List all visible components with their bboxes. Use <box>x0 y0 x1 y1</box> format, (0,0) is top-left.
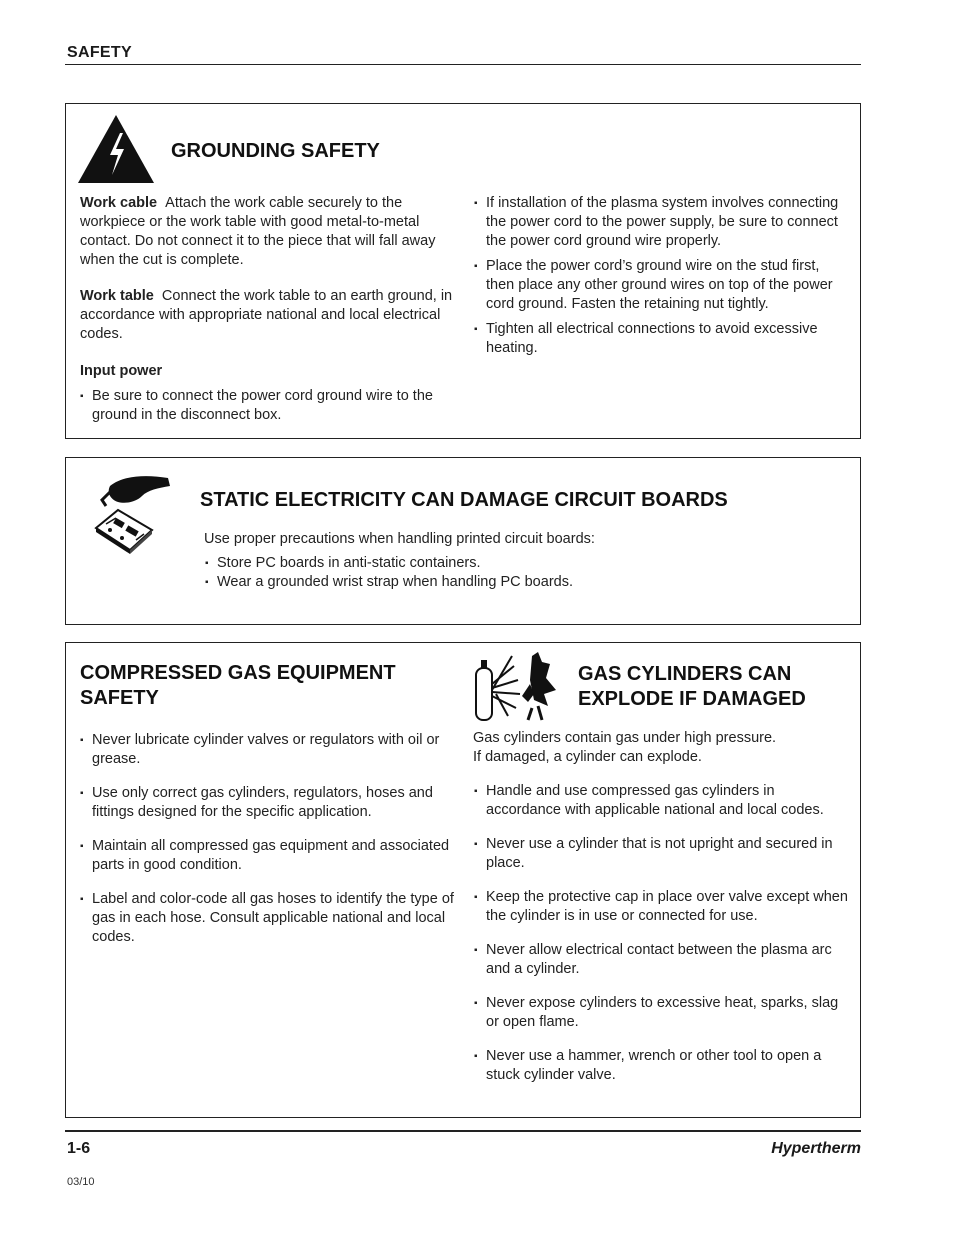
static-intro: Use proper precautions when handling printed circuit boards: <box>204 531 595 547</box>
grounding-title: GROUNDING SAFETY <box>171 140 380 162</box>
electric-hazard-icon <box>76 113 156 185</box>
list-item: ▪ Never use a hammer, wrench or other tool to open a stuck cylinder valve. <box>474 1047 850 1085</box>
grounding-right-list <box>474 194 850 358</box>
grounding-left-list <box>80 387 458 425</box>
compressed-gas-title-line1: COMPRESSED GAS EQUIPMENT <box>80 662 396 684</box>
list-item: ▪ Be sure to connect the power cord ground wire to the ground in the disconnect box. <box>80 387 458 425</box>
list-item: ▪ Never use a cylinder that is not upright and secured in place. <box>474 835 850 873</box>
gas-cylinders-intro-line1: Gas cylinders contain gas under high pressure. <box>473 730 777 746</box>
list-item: ▪ Wear a grounded wrist strap when handling PC boards. <box>205 573 765 592</box>
work-table-text: Connect the work table to an earth ground, in accordance with appropriate national and local electrical codes. <box>80 288 453 342</box>
list-item: ▪ Maintain all compressed gas equipment and associated parts in good condition. <box>80 837 458 875</box>
gas-cylinders-intro <box>473 729 776 767</box>
work-table-label: Work table <box>80 288 154 304</box>
gas-cylinders-title <box>578 662 806 712</box>
page-number: 1-6 <box>67 1140 91 1157</box>
work-cable-paragraph <box>80 194 458 270</box>
section-header: SAFETY <box>67 44 132 61</box>
circuit-board-hand-icon <box>92 472 174 556</box>
list-item: ▪ Never expose cylinders to excessive heat, sparks, slag or open flame. <box>474 994 850 1032</box>
list-item: ▪ Keep the protective cap in place over valve except when the cylinder is in use or connected for use. <box>474 888 850 926</box>
list-item: ▪ Place the power cord’s ground wire on the stud first, then place any other ground wires on top of the power cord ground. Fasten the retaining nut tightly. <box>474 257 850 314</box>
list-item: ▪ Use only correct gas cylinders, regulators, hoses and fittings designed for the specific application. <box>80 784 458 822</box>
compressed-gas-title <box>80 661 396 711</box>
gas-cylinders-title-line1: GAS CYLINDERS CAN <box>578 663 792 685</box>
compressed-gas-list <box>80 731 458 947</box>
list-item: ▪ If installation of the plasma system involves connecting the power cord to the power supply, be sure to connect the power cord ground wire properly. <box>474 194 850 251</box>
list-item: ▪ Label and color-code all gas hoses to identify the type of gas in each hose. Consult applicable national and local codes. <box>80 890 458 947</box>
gas-cylinders-list <box>474 782 850 1085</box>
input-power-label: Input power <box>80 363 163 379</box>
list-item: ▪ Never lubricate cylinder valves or regulators with oil or grease. <box>80 731 458 769</box>
revision-date: 03/10 <box>67 1176 95 1188</box>
list-item: ▪ Store PC boards in anti-static containers. <box>205 554 765 573</box>
work-cable-text: Attach the work cable securely to the workpiece or the work table with good metal-to-metal contact. Do not connect it to the piece that will fall away when the cut is complete. <box>80 195 436 268</box>
list-item: ▪ Handle and use compressed gas cylinders in accordance with applicable national and local codes. <box>474 782 850 820</box>
list-item: ▪ Never allow electrical contact between the plasma arc and a cylinder. <box>474 941 850 979</box>
header-rule <box>65 64 861 65</box>
compressed-gas-title-line2: SAFETY <box>80 687 159 709</box>
footer-rule <box>65 1130 861 1132</box>
gas-cylinders-title-line2: EXPLODE IF DAMAGED <box>578 688 806 710</box>
cylinder-explosion-icon <box>472 650 558 722</box>
gas-cylinders-intro-line2: If damaged, a cylinder can explode. <box>473 749 702 765</box>
static-title: STATIC ELECTRICITY CAN DAMAGE CIRCUIT BOARDS <box>200 489 728 511</box>
work-table-paragraph <box>80 287 458 344</box>
brand-logo: Hypertherm <box>771 1140 861 1157</box>
list-item: ▪ Tighten all electrical connections to avoid excessive heating. <box>474 320 850 358</box>
work-cable-label: Work cable <box>80 195 158 211</box>
static-list <box>205 554 765 592</box>
